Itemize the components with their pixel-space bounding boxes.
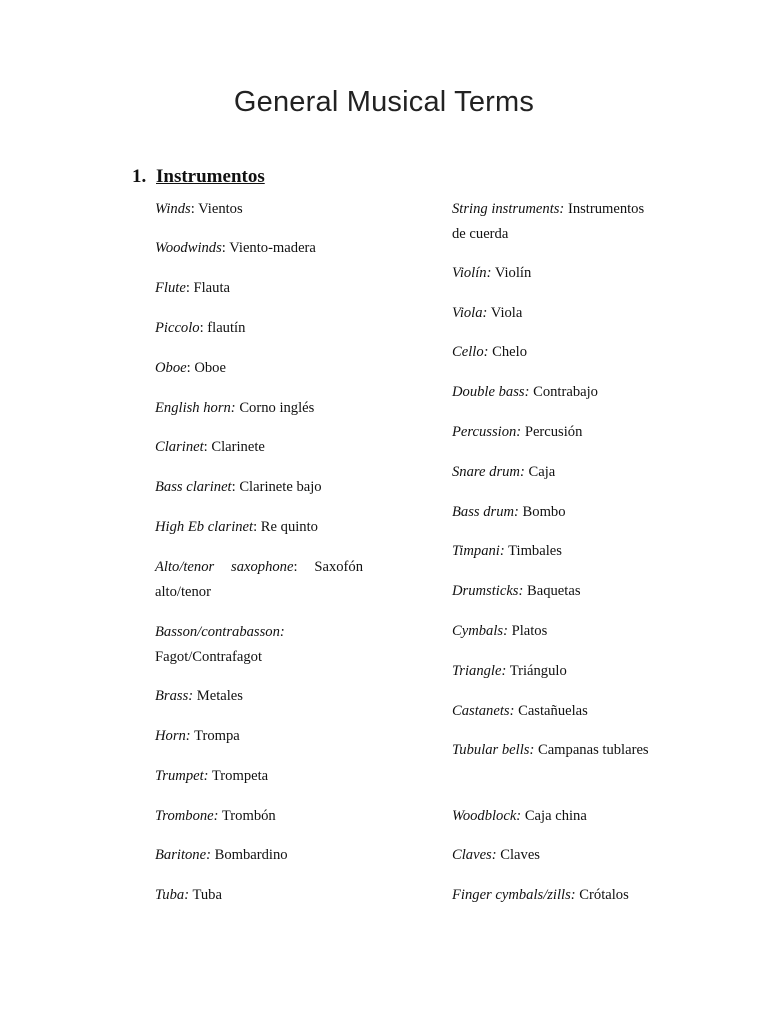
term-english-horn: English horn: Corno inglés	[155, 400, 315, 416]
term-percussion: Percussion: Percusión	[452, 424, 583, 440]
term-finger-cymbals: Finger cymbals/zills: Crótalos	[452, 887, 629, 903]
section-number: 1.	[132, 166, 147, 187]
term-tubular-bells: Tubular bells: Campanas tublares	[452, 742, 649, 758]
term-piccolo: Piccolo: flautín	[155, 320, 246, 336]
term-cymbals: Cymbals: Platos	[452, 623, 548, 639]
term-alto-tenor-saxophone: Alto/tenor saxophone: Saxofón alto/tenor	[155, 559, 364, 600]
term-claves: Claves: Claves	[452, 847, 540, 863]
term-trumpet: Trumpet: Trompeta	[155, 768, 269, 784]
section-heading	[132, 166, 265, 188]
term-triangle: Triangle: Triángulo	[452, 663, 567, 679]
term-flute: Flute: Flauta	[155, 280, 230, 296]
term-brass: Brass: Metales	[155, 688, 243, 704]
term-double-bass: Double bass: Contrabajo	[452, 384, 598, 400]
term-drumsticks: Drumsticks: Baquetas	[452, 583, 581, 599]
term-woodblock: Woodblock: Caja china	[452, 808, 587, 824]
term-timpani: Timpani: Timbales	[452, 543, 562, 559]
term-trombone: Trombone: Trombón	[155, 808, 276, 824]
page-title: General Musical Terms	[233, 86, 535, 118]
term-high-eb-clarinet: High Eb clarinet: Re quinto	[155, 519, 318, 535]
section-name: Instrumentos	[156, 166, 265, 187]
term-castanets: Castanets: Castañuelas	[452, 703, 588, 719]
term-snare-drum: Snare drum: Caja	[452, 464, 556, 480]
term-basson-contrabasson: Basson/contrabasson: Fagot/Contrafagot	[155, 624, 285, 665]
term-bass-clarinet: Bass clarinet: Clarinete bajo	[155, 479, 322, 495]
term-violin: Violín: Violín	[452, 265, 532, 281]
term-bass-drum: Bass drum: Bombo	[452, 504, 566, 520]
term-winds: Winds: Vientos	[155, 201, 243, 217]
term-viola: Viola: Viola	[452, 305, 523, 321]
term-tuba: Tuba: Tuba	[155, 887, 222, 903]
term-woodwinds: Woodwinds: Viento-madera	[155, 240, 316, 256]
term-horn: Horn: Trompa	[155, 728, 240, 744]
term-clarinet: Clarinet: Clarinete	[155, 439, 265, 455]
term-string-instruments: String instruments: Instrumentos de cuerda	[452, 201, 645, 242]
term-cello: Cello: Chelo	[452, 344, 528, 360]
term-baritone: Baritone: Bombardino	[155, 847, 288, 863]
term-oboe: Oboe: Oboe	[155, 360, 226, 376]
